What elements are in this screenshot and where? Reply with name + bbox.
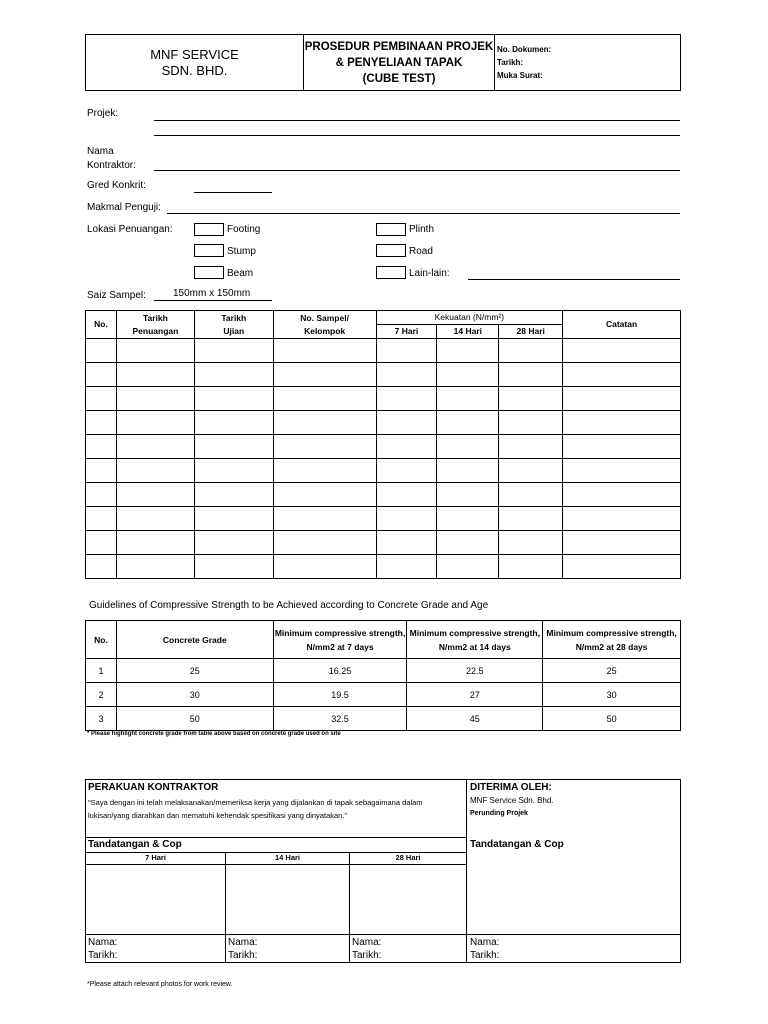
record-cell[interactable] bbox=[499, 531, 563, 555]
guidelines-note: * Please highlight concrete grade from table above based on concrete grade used on site bbox=[87, 731, 341, 737]
sign-area-7-hari[interactable] bbox=[87, 865, 224, 933]
record-cell[interactable] bbox=[437, 363, 499, 387]
company-name bbox=[86, 35, 304, 91]
beam-checkbox[interactable] bbox=[194, 266, 224, 279]
test-record-table bbox=[85, 310, 681, 579]
guide-cell: 50 bbox=[543, 707, 681, 731]
tarikh-label: Tarikh: bbox=[88, 950, 118, 961]
record-cell[interactable] bbox=[194, 555, 273, 579]
company-line-2: SDN. BHD. bbox=[161, 62, 228, 78]
stump-checkbox[interactable] bbox=[194, 244, 224, 257]
record-cell[interactable] bbox=[116, 411, 194, 435]
record-cell[interactable] bbox=[563, 411, 681, 435]
record-cell[interactable] bbox=[86, 483, 117, 507]
record-cell[interactable] bbox=[376, 411, 437, 435]
guide-cell: 25 bbox=[543, 659, 681, 683]
footing-label: Footing bbox=[227, 224, 261, 235]
beam-label: Beam bbox=[227, 268, 254, 279]
record-cell[interactable] bbox=[499, 483, 563, 507]
guide-cell: 2 bbox=[86, 683, 117, 707]
cert-name-date-14 bbox=[228, 936, 257, 962]
footer-note: *Please attach relevant photos for work review. bbox=[87, 981, 233, 988]
cert-col-divider bbox=[349, 852, 350, 962]
record-cell[interactable] bbox=[563, 339, 681, 363]
record-cell[interactable] bbox=[437, 435, 499, 459]
record-cell[interactable] bbox=[376, 363, 437, 387]
record-cell[interactable] bbox=[437, 483, 499, 507]
record-cell[interactable] bbox=[499, 459, 563, 483]
record-cell[interactable] bbox=[194, 507, 273, 531]
record-cell[interactable] bbox=[116, 387, 194, 411]
record-cell[interactable] bbox=[194, 531, 273, 555]
guide-header-grade: Concrete Grade bbox=[116, 621, 273, 659]
nama-label-line-2: Kontraktor: bbox=[87, 160, 136, 171]
page-label: Muka Surat: bbox=[497, 71, 543, 80]
company-line-1: MNF SERVICE bbox=[150, 46, 239, 62]
kontraktor-field-line[interactable] bbox=[154, 170, 680, 171]
record-cell[interactable] bbox=[86, 411, 117, 435]
header-tarikh-ujian bbox=[194, 311, 273, 339]
guide-header-7-days: Minimum compressive strength, N/mm2 at 7 days bbox=[273, 621, 407, 659]
record-cell[interactable] bbox=[376, 387, 437, 411]
record-row bbox=[86, 435, 681, 459]
record-cell[interactable] bbox=[437, 411, 499, 435]
record-cell[interactable] bbox=[273, 387, 376, 411]
record-cell[interactable] bbox=[437, 387, 499, 411]
nama-label-line-1: Nama bbox=[87, 146, 114, 157]
saiz-sampel-value: 150mm x 150mm bbox=[173, 288, 251, 299]
guide-header-no: No. bbox=[86, 621, 117, 659]
record-cell[interactable] bbox=[86, 339, 117, 363]
record-cell[interactable] bbox=[563, 363, 681, 387]
cert-day-7: 7 Hari bbox=[145, 853, 166, 862]
footing-checkbox[interactable] bbox=[194, 223, 224, 236]
cert-left-title: PERAKUAN KONTRAKTOR bbox=[88, 782, 219, 793]
lokasi-label: Lokasi Penuangan: bbox=[87, 224, 173, 235]
gred-field-line[interactable] bbox=[194, 192, 272, 193]
guide-cell: 30 bbox=[543, 683, 681, 707]
nama-label: Nama: bbox=[228, 937, 258, 948]
header-tarikh-u-line1: Tarikh bbox=[221, 312, 247, 323]
record-cell[interactable] bbox=[86, 459, 117, 483]
doc-no-label: No. Dokumen: bbox=[497, 45, 552, 54]
guide-row bbox=[86, 707, 681, 731]
cert-day-14: 14 Hari bbox=[274, 853, 301, 862]
cert-right-title: DITERIMA OLEH: bbox=[470, 782, 552, 793]
guide-cell: 27 bbox=[407, 683, 543, 707]
record-row bbox=[86, 507, 681, 531]
record-cell[interactable] bbox=[116, 555, 194, 579]
received-by-section bbox=[466, 779, 681, 963]
record-cell[interactable] bbox=[273, 435, 376, 459]
header-sampel-line1: No. Sampel/ bbox=[300, 312, 349, 323]
sign-area-received[interactable] bbox=[468, 855, 678, 932]
record-cell[interactable] bbox=[437, 459, 499, 483]
saiz-sampel-label: Saiz Sampel: bbox=[87, 290, 146, 301]
record-cell[interactable] bbox=[273, 483, 376, 507]
document-header bbox=[85, 34, 681, 91]
projek-field-line-2[interactable] bbox=[154, 135, 680, 136]
cert-divider bbox=[86, 934, 466, 935]
record-cell[interactable] bbox=[563, 435, 681, 459]
record-row bbox=[86, 387, 681, 411]
document-title bbox=[304, 35, 495, 91]
record-cell[interactable] bbox=[116, 531, 194, 555]
cert-right-role: Perunding Projek bbox=[470, 810, 528, 817]
nama-label: Nama: bbox=[88, 937, 118, 948]
record-cell[interactable] bbox=[376, 507, 437, 531]
guide-cell: 19.5 bbox=[273, 683, 407, 707]
record-cell[interactable] bbox=[116, 339, 194, 363]
record-cell[interactable] bbox=[116, 459, 194, 483]
record-row bbox=[86, 459, 681, 483]
header-kekuatan: Kekuatan (N/mm²) bbox=[376, 311, 563, 325]
record-cell[interactable] bbox=[499, 411, 563, 435]
record-cell[interactable] bbox=[86, 387, 117, 411]
saiz-field-line bbox=[154, 300, 272, 301]
record-cell[interactable] bbox=[563, 387, 681, 411]
sign-area-14-hari[interactable] bbox=[227, 865, 348, 933]
record-cell[interactable] bbox=[437, 339, 499, 363]
record-cell[interactable] bbox=[376, 483, 437, 507]
cert-right-sign-label: Tandatangan & Cop bbox=[470, 839, 564, 850]
header-14-hari: 14 Hari bbox=[437, 325, 499, 339]
gred-konkrit-label: Gred Konkrit: bbox=[87, 180, 146, 191]
record-cell[interactable] bbox=[194, 411, 273, 435]
header-tarikh-penuangan bbox=[116, 311, 194, 339]
projek-label: Projek: bbox=[87, 108, 119, 119]
guide-cell: 50 bbox=[116, 707, 273, 731]
record-cell[interactable] bbox=[499, 339, 563, 363]
cert-day-28: 28 Hari bbox=[395, 853, 421, 862]
tarikh-label: Tarikh: bbox=[352, 950, 382, 961]
record-cell[interactable] bbox=[116, 483, 194, 507]
record-row bbox=[86, 555, 681, 579]
guide-cell: 30 bbox=[116, 683, 273, 707]
cert-divider bbox=[467, 934, 680, 935]
tarikh-label: Tarikh: bbox=[228, 950, 258, 961]
guidelines-title: Guidelines of Compressive Strength to be Achieved according to Concrete Grade and Age bbox=[89, 600, 489, 611]
record-cell[interactable] bbox=[563, 507, 681, 531]
record-cell[interactable] bbox=[194, 363, 273, 387]
plinth-checkbox[interactable] bbox=[376, 223, 406, 236]
nama-label: Nama: bbox=[470, 937, 500, 948]
cert-statement: "Saya dengan ini telah melaksanakan/memeriksa kerja yang dijalankan di tapak sebagaimana dalam lukisan/yang diarahkan dan mematuhi kehendak spesifikasi yang dinyatakan." bbox=[88, 798, 423, 820]
record-cell[interactable] bbox=[499, 555, 563, 579]
road-label: Road bbox=[409, 246, 433, 257]
lain-lain-label: Lain-lain: bbox=[409, 268, 450, 279]
record-cell[interactable] bbox=[86, 507, 117, 531]
header-tarikh-p-line1: Tarikh bbox=[142, 312, 168, 323]
guide-cell: 25 bbox=[116, 659, 273, 683]
record-cell[interactable] bbox=[86, 435, 117, 459]
header-tarikh-p-line2: Penuangan bbox=[132, 325, 179, 336]
nama-label: Nama: bbox=[352, 937, 382, 948]
record-row bbox=[86, 339, 681, 363]
document-meta bbox=[495, 35, 681, 91]
contractor-certification bbox=[85, 779, 467, 963]
lain-lain-checkbox[interactable] bbox=[376, 266, 406, 279]
record-cell[interactable] bbox=[563, 555, 681, 579]
cert-col-divider bbox=[225, 852, 226, 962]
record-cell[interactable] bbox=[273, 507, 376, 531]
record-cell[interactable] bbox=[273, 411, 376, 435]
title-line-1: PROSEDUR PEMBINAAN PROJEK bbox=[304, 40, 494, 53]
guide-row bbox=[86, 659, 681, 683]
guide-cell: 32.5 bbox=[273, 707, 407, 731]
record-cell[interactable] bbox=[499, 435, 563, 459]
record-cell[interactable] bbox=[86, 555, 117, 579]
guide-cell: 3 bbox=[86, 707, 117, 731]
record-cell[interactable] bbox=[86, 531, 117, 555]
guide-header-28-days: Minimum compressive strength, N/mm2 at 28 days bbox=[543, 621, 681, 659]
record-cell[interactable] bbox=[376, 459, 437, 483]
record-cell[interactable] bbox=[273, 531, 376, 555]
date-label: Tarikh: bbox=[497, 58, 524, 67]
record-cell[interactable] bbox=[116, 363, 194, 387]
record-cell[interactable] bbox=[194, 435, 273, 459]
guide-cell: 22.5 bbox=[407, 659, 543, 683]
record-cell[interactable] bbox=[273, 363, 376, 387]
record-cell[interactable] bbox=[563, 531, 681, 555]
stump-label: Stump bbox=[227, 246, 256, 257]
cert-name-date-received bbox=[470, 936, 499, 962]
record-cell[interactable] bbox=[376, 339, 437, 363]
record-cell[interactable] bbox=[194, 339, 273, 363]
record-row bbox=[86, 411, 681, 435]
record-cell[interactable] bbox=[376, 531, 437, 555]
sign-area-28-hari[interactable] bbox=[351, 865, 465, 933]
cert-name-date-28 bbox=[352, 936, 381, 962]
record-cell[interactable] bbox=[499, 507, 563, 531]
guidelines-table bbox=[85, 620, 681, 731]
record-row bbox=[86, 531, 681, 555]
record-cell[interactable] bbox=[86, 363, 117, 387]
guide-header-14-days: Minimum compressive strength, N/mm2 at 14 days bbox=[407, 621, 543, 659]
record-cell[interactable] bbox=[273, 459, 376, 483]
header-7-hari: 7 Hari bbox=[376, 325, 437, 339]
cert-sign-label: Tandatangan & Cop bbox=[88, 839, 182, 850]
projek-field-line-1[interactable] bbox=[154, 120, 680, 121]
record-cell[interactable] bbox=[437, 507, 499, 531]
guide-row bbox=[86, 683, 681, 707]
record-cell[interactable] bbox=[563, 459, 681, 483]
header-no-sampel bbox=[273, 311, 376, 339]
header-sampel-line2: Kelompok bbox=[304, 325, 346, 336]
lain-lain-field-line[interactable] bbox=[468, 279, 680, 280]
cert-right-company: MNF Service Sdn. Bhd. bbox=[470, 796, 554, 805]
record-cell[interactable] bbox=[116, 435, 194, 459]
record-cell[interactable] bbox=[437, 531, 499, 555]
cert-name-date-7 bbox=[88, 936, 117, 962]
record-cell[interactable] bbox=[437, 555, 499, 579]
record-cell[interactable] bbox=[194, 459, 273, 483]
title-line-2: & PENYELIAAN TAPAK bbox=[335, 56, 463, 69]
makmal-label: Makmal Penguji: bbox=[87, 202, 161, 213]
record-cell[interactable] bbox=[273, 555, 376, 579]
record-cell[interactable] bbox=[194, 387, 273, 411]
record-cell[interactable] bbox=[376, 435, 437, 459]
record-cell[interactable] bbox=[499, 363, 563, 387]
record-cell[interactable] bbox=[273, 339, 376, 363]
nama-kontraktor-label bbox=[87, 145, 136, 173]
record-cell[interactable] bbox=[376, 555, 437, 579]
cert-divider bbox=[86, 837, 466, 838]
guide-cell: 45 bbox=[407, 707, 543, 731]
record-cell[interactable] bbox=[194, 483, 273, 507]
makmal-field-line[interactable] bbox=[167, 213, 680, 214]
record-cell[interactable] bbox=[499, 387, 563, 411]
plinth-label: Plinth bbox=[409, 224, 435, 235]
record-cell[interactable] bbox=[116, 507, 194, 531]
header-28-hari: 28 Hari bbox=[499, 325, 563, 339]
header-no: No. bbox=[86, 311, 117, 339]
record-cell[interactable] bbox=[563, 483, 681, 507]
road-checkbox[interactable] bbox=[376, 244, 406, 257]
record-row bbox=[86, 363, 681, 387]
header-tarikh-u-line2: Ujian bbox=[223, 325, 245, 336]
record-row bbox=[86, 483, 681, 507]
header-catatan: Catatan bbox=[563, 311, 681, 339]
title-line-3: (CUBE TEST) bbox=[362, 72, 436, 85]
tarikh-label: Tarikh: bbox=[470, 950, 500, 961]
guide-cell: 16.25 bbox=[273, 659, 407, 683]
guide-cell: 1 bbox=[86, 659, 117, 683]
